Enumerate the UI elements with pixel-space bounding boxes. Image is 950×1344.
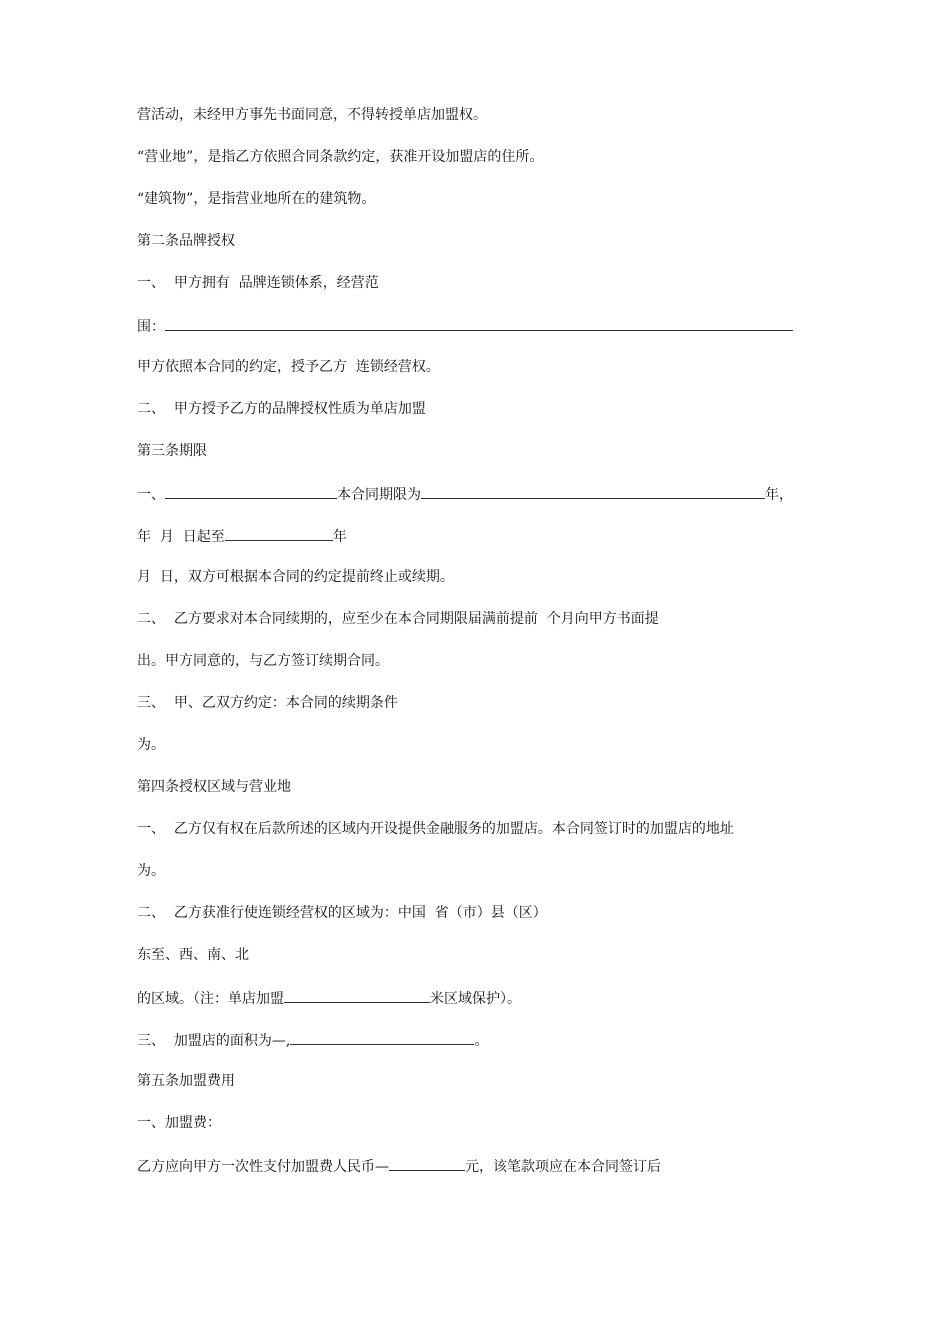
text-span: 围： [137,319,165,335]
text-line [137,904,547,922]
text-span: 第二条品牌授权 [137,233,235,249]
text-line [137,274,379,292]
text-line [137,358,440,376]
text-span: 二、 乙方要求对本合同续期的，应至少在本合同期限届满前提前 个月向甲方书面提 [137,611,659,627]
text-span: 年 [332,529,347,545]
text-span: 。 [474,1033,489,1049]
text-span: 一、 [137,487,165,503]
text-line [137,526,347,546]
fill-in-blank [165,484,337,499]
text-line [137,694,398,712]
text-line [137,862,165,880]
text-span: 的区域。（注：单店加盟 [137,991,284,1007]
fill-in-blank [421,484,765,499]
text-span: 为。 [137,863,165,879]
text-span: 三、 甲、乙双方约定：本合同的续期条件 [137,695,398,711]
fill-in-blank [165,316,793,331]
text-span: 元，该笔款项应在本合同签订后 [465,1159,661,1175]
article-heading [137,442,207,460]
text-span: 东至、西、南、北 [137,947,249,963]
text-span: 第五条加盟费用 [137,1073,235,1089]
text-span: 甲方依照本合同的约定，授予乙方 连锁经营权。 [137,359,440,375]
text-span: 三、 加盟店的面积为—, [137,1033,291,1049]
text-span: “建筑物”，是指营业地所在的建筑物。 [137,191,376,207]
article-heading [137,1072,235,1090]
text-line [137,736,165,754]
text-span: 年 月 日起至 [137,529,225,545]
text-span: “营业地”，是指乙方依照合同条款约定，获准开设加盟店的住所。 [137,149,544,165]
article-heading [137,778,291,796]
text-span: 为。 [137,737,165,753]
text-span: 本合同期限为 [337,487,421,503]
text-span: 第三条期限 [137,443,207,459]
text-line [137,988,521,1008]
text-line [137,400,426,418]
article-heading [137,232,235,250]
text-line [137,652,389,670]
text-line [137,1030,488,1050]
text-line [137,1156,661,1176]
text-line [137,946,249,964]
text-span: 第四条授权区域与营业地 [137,779,291,795]
text-line [137,106,487,124]
text-line [137,316,793,336]
text-span: 二、 乙方获准行使连锁经营权的区域为：中国 省（市）县（区） [137,905,547,921]
fill-in-blank [225,526,333,541]
text-span: 月 日，双方可根据本合同的约定提前终止或续期。 [137,569,454,585]
text-line [137,1114,221,1132]
text-line [137,820,734,838]
fill-in-blank [284,988,430,1003]
text-line [137,610,659,628]
text-line [137,568,454,586]
text-span: 年， [765,487,793,503]
text-span: 一、 乙方仅有权在后款所述的区域内开设提供金融服务的加盟店。本合同签订时的加盟店的地址 [137,821,734,837]
fill-in-blank [290,1030,474,1045]
fill-in-blank [389,1156,465,1171]
text-line [137,484,793,504]
text-span: 一、加盟费： [137,1115,221,1131]
text-span: 乙方应向甲方一次性支付加盟费人民币— [137,1159,389,1175]
text-span: 一、 甲方拥有 品牌连锁体系，经营范 [137,275,379,291]
text-line [137,148,543,166]
text-span: 营活动，未经甲方事先书面同意，不得转授单店加盟权。 [137,107,487,123]
text-span: 出。甲方同意的，与乙方签订续期合同。 [137,653,389,669]
text-span: 二、 甲方授予乙方的品牌授权性质为单店加盟 [137,401,426,417]
text-span: 米区域保护）。 [430,991,521,1007]
text-line [137,190,375,208]
